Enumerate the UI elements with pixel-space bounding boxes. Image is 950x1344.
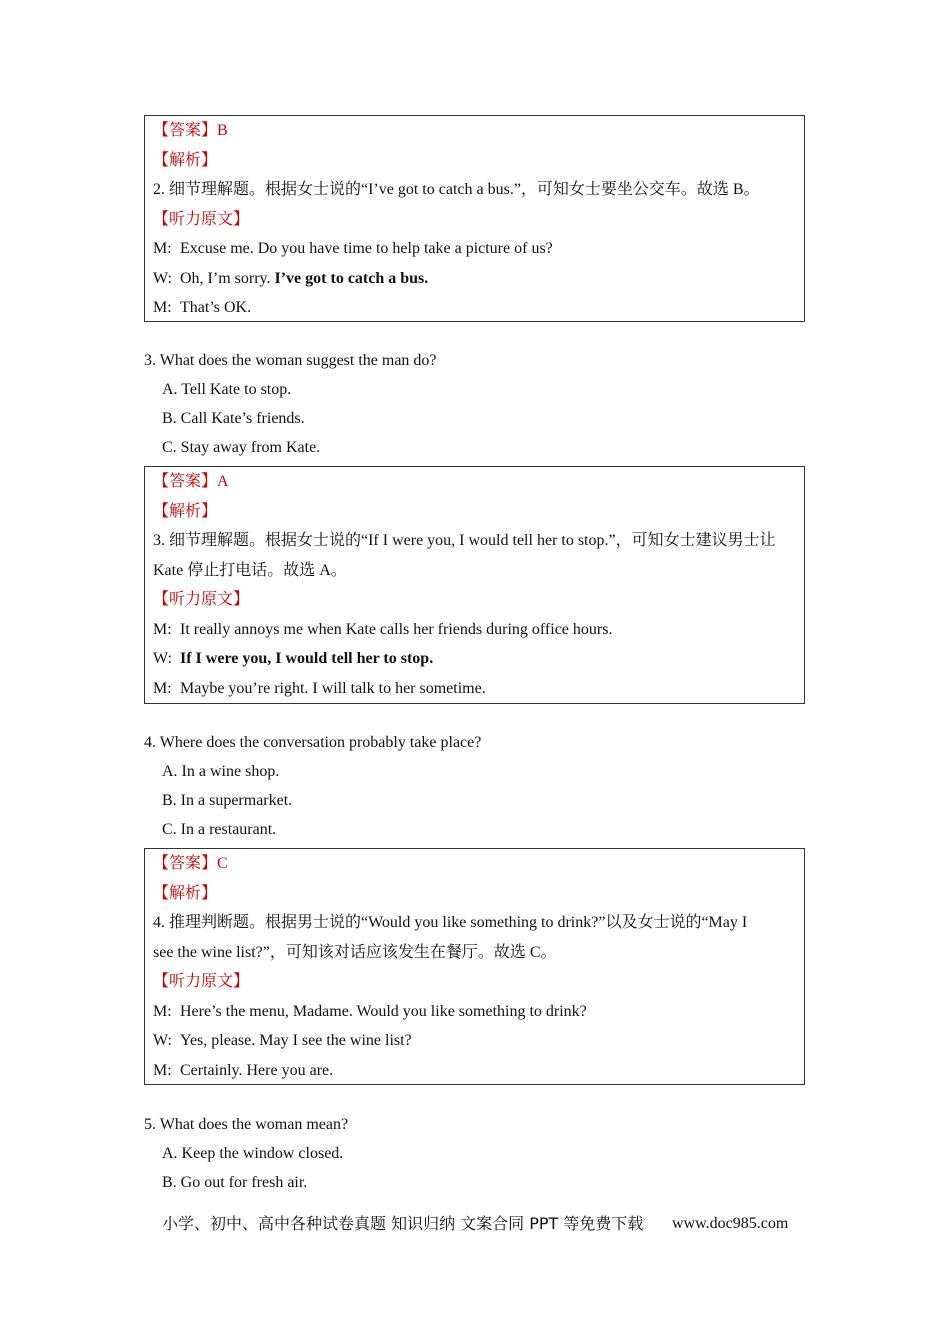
- option-c: C. In a restaurant.: [162, 821, 277, 838]
- analysis-text: 2. 细节理解题。根据女士说的“I’ve got to catch a bus.”，可知女士要坐公交车。故选 B。: [153, 181, 760, 198]
- answer-label: 【答案】C: [153, 855, 228, 872]
- dialog-line: [153, 1026, 796, 1056]
- dialog-text: Maybe you’re right. I will talk to her sometime.: [180, 679, 486, 697]
- question-text: 4. Where does the conversation probably take place?: [144, 734, 482, 751]
- dialog-text: Oh, I’m sorry.: [180, 269, 275, 287]
- dialog-text: Here’s the menu, Madame. Would you like something to drink?: [180, 1002, 587, 1020]
- answer-label: 【答案】B: [153, 122, 228, 139]
- answer-box-3: [144, 466, 805, 704]
- question-text: 5. What does the woman mean?: [144, 1116, 349, 1133]
- option-a: A. Tell Kate to stop.: [162, 381, 292, 398]
- speaker-m: M:: [153, 679, 172, 697]
- question-4: [144, 728, 481, 844]
- speaker-w: W:: [153, 1032, 172, 1049]
- answer-box-4: [144, 848, 805, 1085]
- transcript-label: 【听力原文】: [153, 210, 250, 228]
- speaker-m: M:: [153, 620, 172, 638]
- dialog-line: [153, 644, 796, 674]
- speaker-m: M:: [153, 1002, 172, 1020]
- transcript-label: 【听力原文】: [153, 591, 250, 608]
- key-sentence: I’ve got to catch a bus.: [274, 269, 429, 287]
- dialog-text: Excuse me. Do you have time to help take a picture of us?: [180, 240, 553, 257]
- analysis-text: Kate 停止打电话。故选 A。: [153, 561, 347, 579]
- analysis-label: 【解析】: [153, 151, 218, 169]
- speaker-m: M:: [153, 1061, 172, 1079]
- dialog-line: [153, 1056, 796, 1086]
- speaker-w: W:: [153, 650, 172, 667]
- analysis-text: 3. 细节理解题。根据女士说的“If I were you, I would tell her to stop.”，可知女士建议男士让: [153, 532, 776, 549]
- analysis-text: 4. 推理判断题。根据男士说的“Would you like something to drink?”以及女士说的“May I: [153, 914, 748, 931]
- transcript-label: 【听力原文】: [153, 973, 250, 990]
- option-b: B. Call Kate’s friends.: [162, 410, 305, 427]
- speaker-w: W:: [153, 269, 172, 287]
- footer-text: 小学、初中、高中各种试卷真题 知识归纳 文案合同 PPT 等免费下载: [162, 1214, 644, 1233]
- key-sentence: If I were you, I would tell her to stop.: [180, 650, 434, 667]
- question-text: 3. What does the woman suggest the man do?: [144, 352, 437, 369]
- answer-label: 【答案】A: [153, 473, 229, 490]
- question-3: [144, 346, 437, 462]
- dialog-line: [153, 615, 796, 645]
- option-a: A. Keep the window closed.: [162, 1145, 344, 1162]
- dialog-line: [153, 997, 796, 1027]
- dialog-line: [153, 674, 796, 704]
- footer-link[interactable]: www.doc985.com: [672, 1215, 789, 1232]
- dialog-text: That’s OK.: [180, 299, 252, 316]
- question-5: [144, 1110, 348, 1197]
- analysis-label: 【解析】: [153, 502, 218, 520]
- dialog-text: Certainly. Here you are.: [180, 1061, 334, 1079]
- dialog-line: [153, 293, 796, 323]
- dialog-line: [153, 234, 796, 264]
- speaker-m: M:: [153, 299, 172, 316]
- option-b: B. In a supermarket.: [162, 792, 293, 809]
- dialog-line: [153, 264, 796, 294]
- option-b: B. Go out for fresh air.: [162, 1174, 308, 1191]
- speaker-m: M:: [153, 240, 172, 257]
- dialog-text: It really annoys me when Kate calls her friends during office hours.: [180, 620, 613, 638]
- analysis-label: 【解析】: [153, 884, 218, 902]
- option-a: A. In a wine shop.: [162, 763, 280, 780]
- analysis-text: see the wine list?”，可知该对话应该发生在餐厅。故选 C。: [153, 943, 557, 961]
- dialog-text: Yes, please. May I see the wine list?: [180, 1032, 412, 1049]
- option-c: C. Stay away from Kate.: [162, 439, 321, 456]
- answer-box-2: [144, 115, 805, 322]
- page-footer: [162, 1212, 789, 1236]
